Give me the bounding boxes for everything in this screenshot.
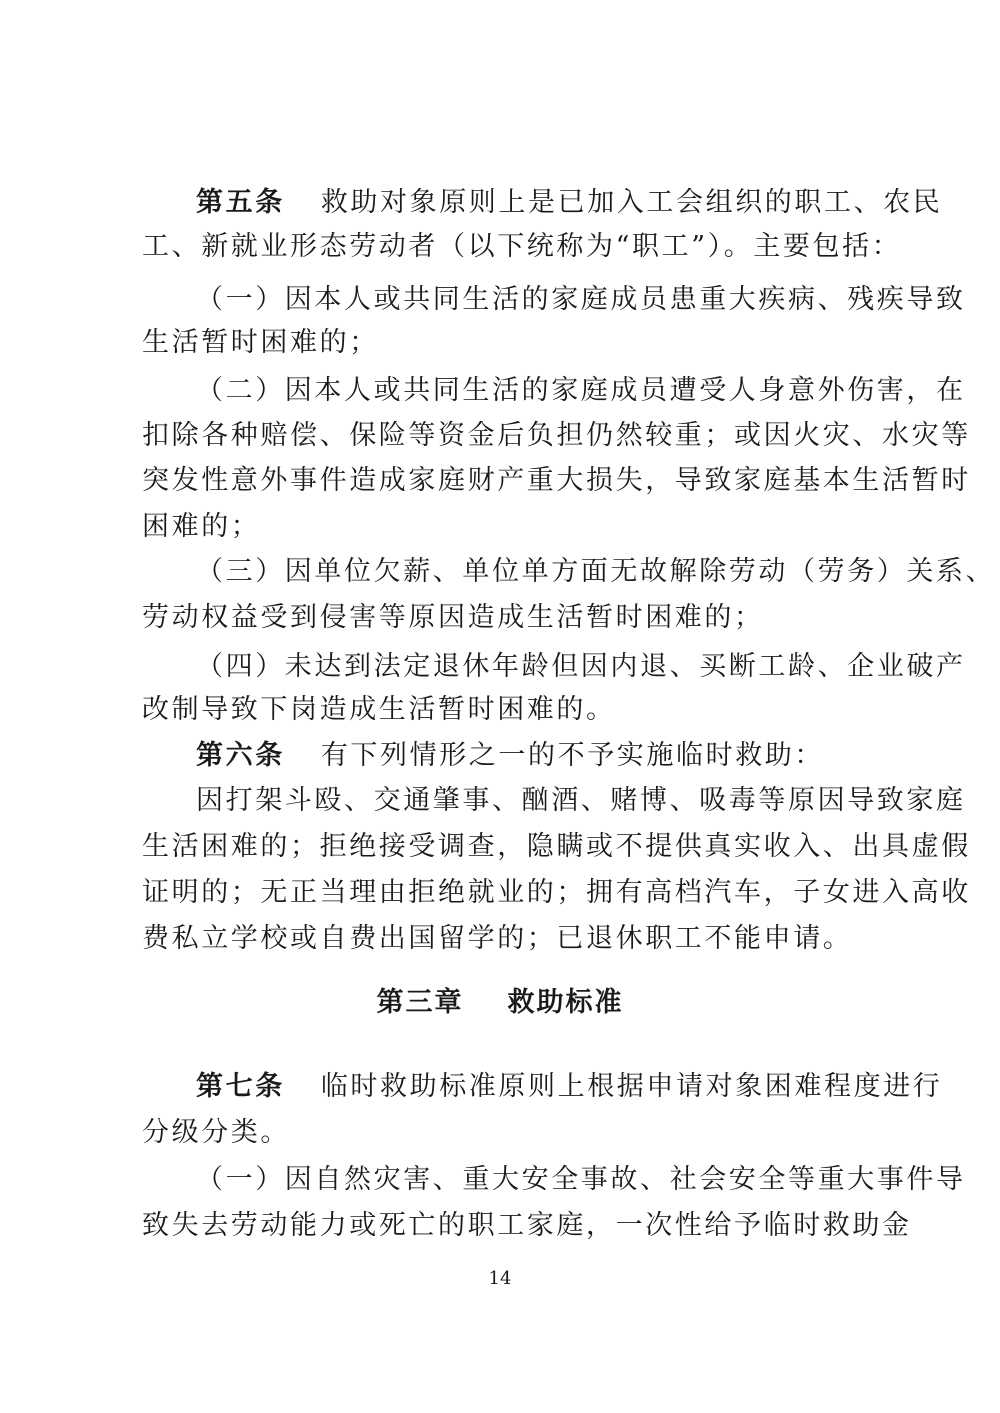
article-6-text: 有下列情形之一的不予实施临时救助： xyxy=(320,740,825,771)
article-7-text: 临时救助标准原则上根据申请对象困难程度进行 xyxy=(320,1071,943,1102)
article-5-line-2: 工、新就业形态劳动者（以下统称为“职工”）。主要包括： xyxy=(142,231,902,262)
article-5-item-2-line-4: 困难的； xyxy=(142,511,261,542)
article-7-line-1 xyxy=(196,1070,942,1104)
article-7-item-1-line-1: （一）因自然灾害、重大安全事故、社会安全等重大事件导 xyxy=(196,1164,966,1195)
page-number: 14 xyxy=(488,1268,512,1289)
chapter-heading xyxy=(0,986,1000,1020)
article-5-item-1-line-2: 生活暂时困难的； xyxy=(142,327,379,358)
article-5-item-3-line-1: （三）因单位欠薪、单位单方面无故解除劳动（劳务）关系、 xyxy=(196,556,996,587)
article-6-line-2: 因打架斗殴、交通肇事、酗酒、赌博、吸毒等原因导致家庭 xyxy=(196,785,966,816)
article-6-line-4: 证明的；无正当理由拒绝就业的；拥有高档汽车，子女进入高收 xyxy=(142,877,971,908)
article-6-line-1 xyxy=(196,739,824,773)
article-7-title: 第七条 xyxy=(196,1071,285,1102)
article-5-title: 第五条 xyxy=(196,187,285,218)
article-7-line-2: 分级分类。 xyxy=(142,1117,290,1148)
article-6-title: 第六条 xyxy=(196,740,285,771)
article-5-item-2-line-3: 突发性意外事件造成家庭财产重大损失，导致家庭基本生活暂时 xyxy=(142,465,971,496)
article-5-item-2-line-2: 扣除各种赔偿、保险等资金后负担仍然较重；或因火灾、水灾等 xyxy=(142,420,971,451)
chapter-title: 救助标准 xyxy=(507,987,624,1018)
article-5-item-1-line-1: （一）因本人或共同生活的家庭成员患重大疾病、残疾导致 xyxy=(196,284,966,315)
article-7-item-1-line-2: 致失去劳动能力或死亡的职工家庭，一次性给予临时救助金 xyxy=(142,1210,912,1241)
article-5-item-4-line-1: （四）未达到法定退休年龄但因内退、买断工龄、企业破产 xyxy=(196,651,966,682)
article-6-line-3: 生活困难的；拒绝接受调查，隐瞒或不提供真实收入、出具虚假 xyxy=(142,831,971,862)
article-5-line-1 xyxy=(196,186,942,220)
article-5-item-4-line-2: 改制导致下岗造成生活暂时困难的。 xyxy=(142,694,616,725)
article-6-line-5: 费私立学校或自费出国留学的；已退休职工不能申请。 xyxy=(142,923,853,954)
article-5-item-2-line-1: （二）因本人或共同生活的家庭成员遭受人身意外伤害，在 xyxy=(196,375,966,406)
article-5-text: 救助对象原则上是已加入工会组织的职工、农民 xyxy=(320,187,943,218)
chapter-number: 第三章 xyxy=(376,987,464,1018)
article-5-item-3-line-2: 劳动权益受到侵害等原因造成生活暂时困难的； xyxy=(142,602,764,633)
